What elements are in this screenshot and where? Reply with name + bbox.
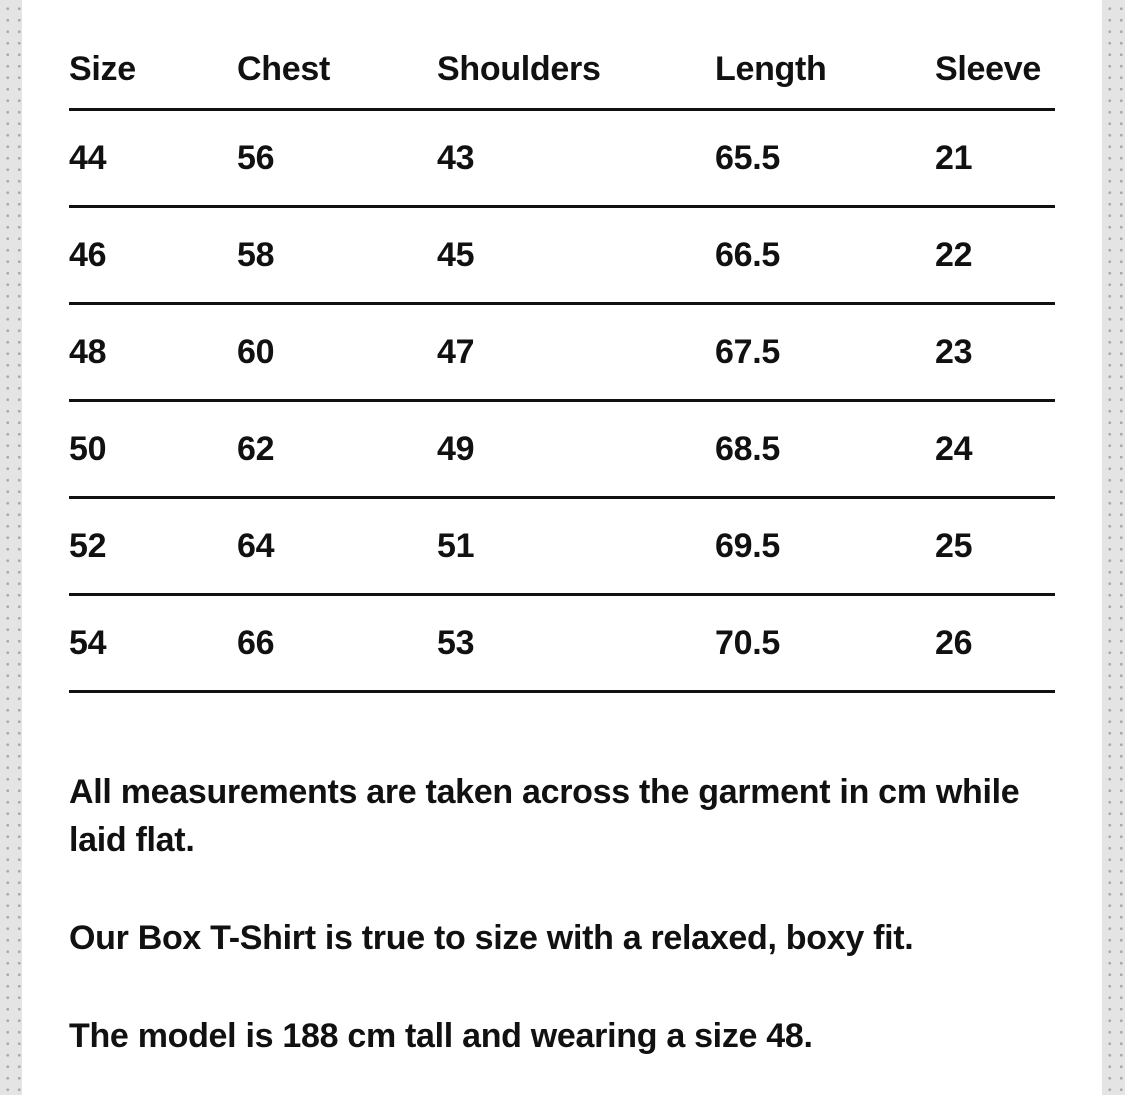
header-chest: Chest <box>237 30 437 110</box>
cell-size: 48 <box>69 304 237 401</box>
cell-chest: 58 <box>237 207 437 304</box>
cell-size: 50 <box>69 401 237 498</box>
cell-size: 52 <box>69 498 237 595</box>
note-model: The model is 188 cm tall and wearing a size 48. <box>69 1017 813 1055</box>
cell-length: 66.5 <box>715 207 935 304</box>
cell-chest: 62 <box>237 401 437 498</box>
header-sleeve: Sleeve <box>935 30 1055 110</box>
cell-sleeve: 26 <box>935 595 1055 692</box>
cell-chest: 60 <box>237 304 437 401</box>
table-header-row <box>69 30 1055 110</box>
dotted-border-right <box>1102 0 1125 1095</box>
dotted-border-left <box>0 0 22 1095</box>
table-row <box>69 498 1055 595</box>
notes <box>69 768 1069 1110</box>
cell-chest: 66 <box>237 595 437 692</box>
table-row <box>69 595 1055 692</box>
cell-size: 44 <box>69 110 237 207</box>
table-row <box>69 401 1055 498</box>
note-measurements: All measurements are taken across the garment in cm while laid flat. <box>69 773 1020 859</box>
cell-shoulders: 43 <box>437 110 715 207</box>
header-shoulders: Shoulders <box>437 30 715 110</box>
cell-sleeve: 25 <box>935 498 1055 595</box>
cell-shoulders: 51 <box>437 498 715 595</box>
cell-shoulders: 45 <box>437 207 715 304</box>
header-length: Length <box>715 30 935 110</box>
cell-size: 54 <box>69 595 237 692</box>
header-size: Size <box>69 30 237 110</box>
cell-shoulders: 53 <box>437 595 715 692</box>
table-row <box>69 304 1055 401</box>
cell-size: 46 <box>69 207 237 304</box>
cell-chest: 56 <box>237 110 437 207</box>
size-chart-table <box>69 30 1055 693</box>
cell-shoulders: 47 <box>437 304 715 401</box>
cell-length: 68.5 <box>715 401 935 498</box>
cell-shoulders: 49 <box>437 401 715 498</box>
table-row <box>69 207 1055 304</box>
cell-sleeve: 21 <box>935 110 1055 207</box>
cell-chest: 64 <box>237 498 437 595</box>
cell-sleeve: 24 <box>935 401 1055 498</box>
table-row <box>69 110 1055 207</box>
cell-length: 69.5 <box>715 498 935 595</box>
cell-length: 65.5 <box>715 110 935 207</box>
cell-sleeve: 23 <box>935 304 1055 401</box>
cell-length: 67.5 <box>715 304 935 401</box>
note-fit: Our Box T-Shirt is true to size with a relaxed, boxy fit. <box>69 919 914 957</box>
cell-sleeve: 22 <box>935 207 1055 304</box>
cell-length: 70.5 <box>715 595 935 692</box>
